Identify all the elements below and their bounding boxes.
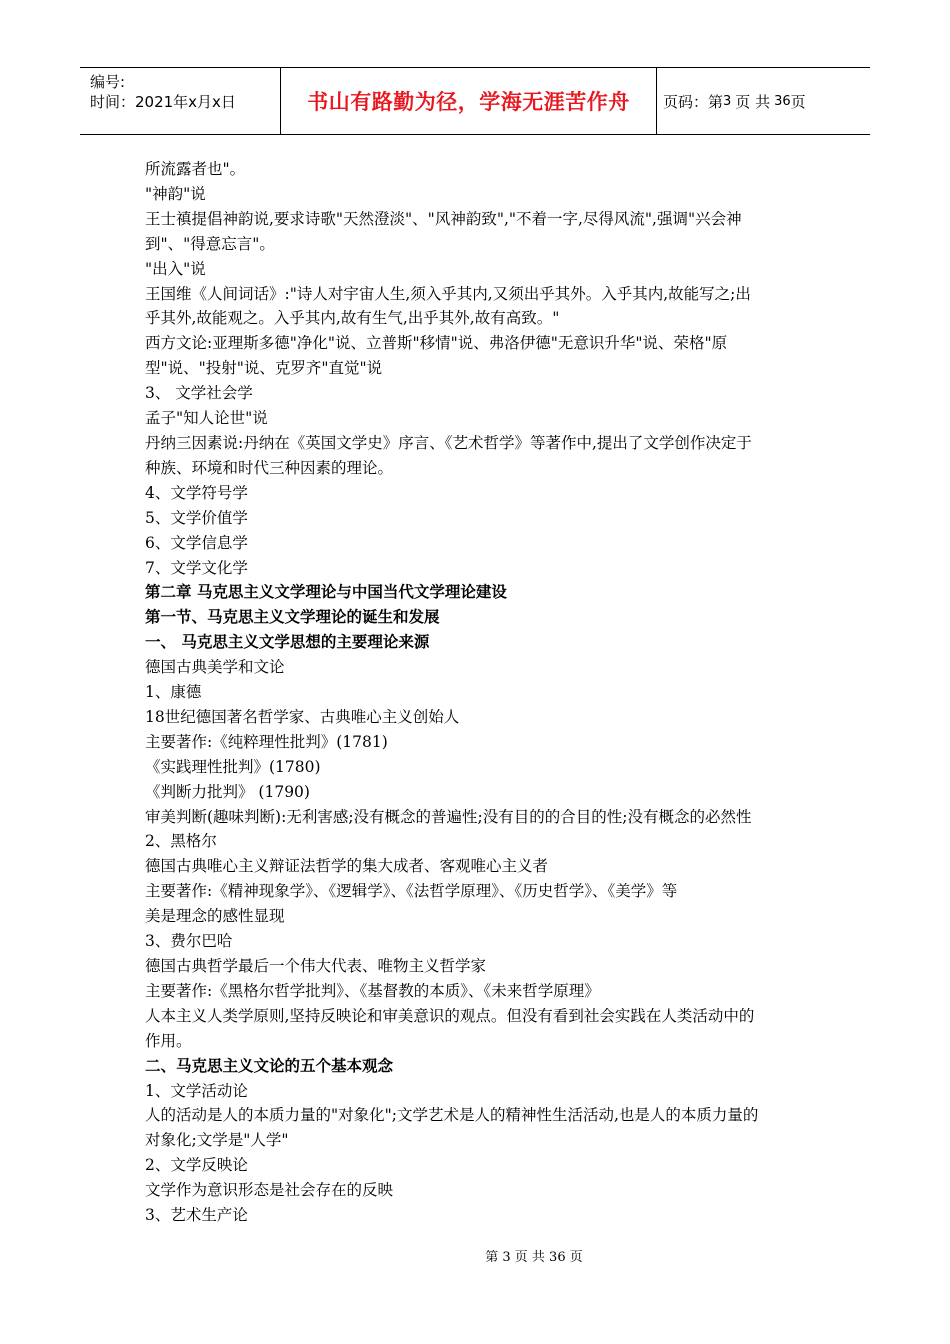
text-line: 3、艺术生产论: [145, 1206, 248, 1225]
page-header: [80, 67, 870, 135]
text-line: 到"、"得意忘言"。: [145, 234, 275, 253]
header-meta: [80, 68, 281, 134]
section-heading: 第二章 马克思主义文学理论与中国当代文学理论建设: [145, 582, 507, 602]
text-line: 丹纳三因素说:丹纳在《英国文学史》序言、《艺术哲学》等著作中,提出了文学创作决定于: [145, 433, 752, 452]
document-body: [145, 157, 810, 1228]
page-number: 3: [723, 93, 732, 109]
text-line: 作用。: [145, 1031, 192, 1050]
text-line: 种族、环境和时代三种因素的理论。: [145, 458, 394, 477]
text-line: 德国古典唯心主义辩证法哲学的集大成者、客观唯心主义者: [145, 857, 549, 876]
text-line: 乎其外,故能观之。入乎其内,故有生气,出乎其外,故有高致。": [145, 309, 560, 328]
text-line: 3、 文学社会学: [145, 384, 253, 403]
text-line: 西方文论:亚理斯多德"净化"说、立普斯"移情"说、弗洛伊德"无意识升华"说、荣格"原: [145, 334, 728, 353]
text-line: 18世纪德国著名哲学家、古典唯心主义创始人: [145, 707, 460, 726]
text-line: 2、黑格尔: [145, 832, 217, 851]
text-line: "出入"说: [145, 259, 206, 278]
footer-page-number: 第 3 页 共 36 页: [485, 1250, 583, 1265]
text-line: 文学作为意识形态是社会存在的反映: [145, 1181, 394, 1200]
text-line: 1、文学活动论: [145, 1081, 248, 1100]
text-line: 人的活动是人的本质力量的"对象化";文学艺术是人的精神性生活活动,也是人的本质力量的: [145, 1106, 759, 1125]
page-prefix: 页码：第: [663, 92, 724, 111]
text-line: 孟子"知人论世"说: [145, 409, 268, 428]
text-line: 德国古典美学和文论: [145, 658, 285, 677]
header-motto: 书山有路勤为径，学海无涯苦作舟: [281, 68, 657, 134]
text-line: 所流露者也"。: [145, 160, 246, 178]
time-label: 时间：2021年x月x日: [90, 93, 236, 111]
number-label: 编号:: [90, 73, 126, 91]
text-line: 3、费尔巴哈: [145, 932, 233, 951]
text-line: 人本主义人类学原则,坚持反映论和审美意识的观点。但没有看到社会实践在人类活动中的: [145, 1006, 755, 1025]
text-line: 4、文学符号学: [145, 483, 248, 502]
text-line: 王士禛提倡神韵说,要求诗歌"天然澄淡"、"风神韵致","不着一字,尽得风流",强调"兴会神: [145, 209, 742, 228]
text-line: 对象化;文学是"人学": [145, 1131, 289, 1150]
page-total: 36: [774, 93, 791, 109]
section-heading: 第一节、马克思主义文学理论的诞生和发展: [145, 607, 440, 627]
section-heading: 二、马克思主义文论的五个基本观念: [145, 1055, 394, 1075]
text-line: 主要著作:《纯粹理性批判》(1781): [145, 732, 388, 751]
text-line: 德国古典哲学最后一个伟大代表、唯物主义哲学家: [145, 957, 487, 975]
text-line: 审美判断(趣味判断):无利害感;没有概念的普遍性;没有目的的合目的性;没有概念的必然性: [145, 807, 752, 826]
text-line: "神韵"说: [145, 184, 206, 203]
header-page-info: [657, 68, 870, 134]
text-line: 1、康德: [145, 683, 202, 702]
page-suffix: 页: [790, 92, 806, 111]
text-line: 主要著作:《黑格尔哲学批判》、《基督教的本质》、《未来哲学原理》: [145, 981, 600, 1000]
text-line: 5、文学价值学: [145, 508, 248, 527]
text-line: 王国维《人间词话》:"诗人对宇宙人生,须入乎其内,又须出乎其外。入乎其内,故能写之;出: [145, 284, 751, 303]
page-mid: 页 共: [735, 92, 771, 111]
text-line: 美是理念的感性显现: [145, 907, 285, 926]
section-heading: 一、 马克思主义文学思想的主要理论来源: [145, 632, 430, 652]
page-footer: [0, 1246, 950, 1265]
text-line: 7、文学文化学: [145, 558, 248, 577]
text-line: 《判断力批判》 (1790): [145, 782, 310, 801]
text-line: 6、文学信息学: [145, 533, 248, 552]
text-line: 型"说、"投射"说、克罗齐"直觉"说: [145, 359, 383, 378]
text-line: 2、文学反映论: [145, 1156, 248, 1175]
text-line: 《实践理性批判》(1780): [145, 757, 321, 776]
text-line: 主要著作:《精神现象学》、《逻辑学》、《法哲学原理》、《历史哲学》、《美学》等: [145, 882, 678, 901]
